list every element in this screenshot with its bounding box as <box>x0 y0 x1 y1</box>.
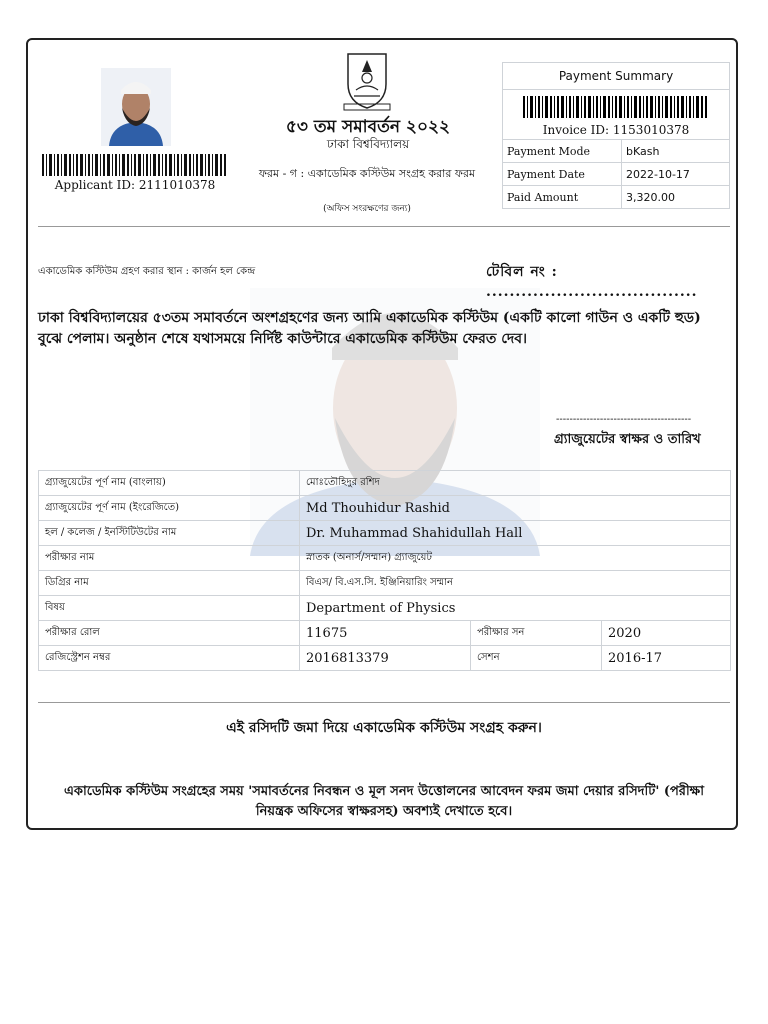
name-en-label: গ্র্যাজুয়েটের পূর্ণ নাম (ইংরেজিতে) <box>39 496 300 521</box>
table-row <box>39 646 731 671</box>
subject-label: বিষয় <box>39 596 300 621</box>
invoice-id: Invoice ID: 1153010378 <box>542 123 690 137</box>
signature-line: ---------------------------------------- <box>556 414 692 425</box>
table-row <box>39 496 731 521</box>
applicant-barcode <box>42 154 228 176</box>
payment-summary-title: Payment Summary <box>503 63 730 90</box>
declaration-text: ঢাকা বিশ্ববিদ্যালয়ের ৫৩তম সমাবর্তনে অংশগ্রহণের জন্য আমি একাডেমিক কস্টিউম (একটি কালো গাউন ও একটি হুড) বুঝে পেলাম। অনুষ্ঠান শেষে যথাসময়ে নির্দিষ্ট কাউন্টারে একাডেমিক কস্টিউম ফেরত দেব। <box>38 310 701 347</box>
payment-date-label: Payment Date <box>503 163 622 186</box>
reg-label: রেজিস্ট্রেশন নম্বর <box>39 646 300 671</box>
university-name: ঢাকা বিশ্ববিদ্যালয় <box>326 137 410 151</box>
footer-note: একাডেমিক কস্টিউম সংগ্রহের সময় 'সমাবর্তনের নিবন্ধন ও মূল সনদ উত্তোলনের আবেদন ফরম জমা দেয়ার রসিদটি' (পরীক্ষা নিয়ন্ত্রক অফিসের স্বাক্ষরসহ) অবশ্যই দেখাতে হবে। <box>64 784 704 819</box>
graduate-details-table <box>38 470 731 671</box>
table-row <box>39 546 731 571</box>
name-bn-value: মোঃতৌহিদুর রশিদ <box>300 471 731 496</box>
subject-value: Department of Physics <box>300 596 731 621</box>
roll-label: পরীক্ষার রোল <box>39 621 300 646</box>
name-bn-label: গ্র্যাজুয়েটের পূর্ণ নাম (বাংলায়) <box>39 471 300 496</box>
degree-value: বিএস/ বি.এস.সি. ইঞ্জিনিয়ারিং সম্মান <box>300 571 731 596</box>
hall-label: হল / কলেজ / ইনস্টিটিউটের নাম <box>39 521 300 546</box>
table-row <box>39 471 731 496</box>
table-row <box>39 621 731 646</box>
footer-divider <box>38 702 730 703</box>
name-en-value: Md Thouhidur Rashid <box>300 496 731 521</box>
table-row <box>39 596 731 621</box>
table-number: টেবিল নং : .................................... <box>486 264 698 300</box>
table-row <box>39 521 731 546</box>
session-label: সেশন <box>471 646 602 671</box>
invoice-barcode <box>523 96 709 118</box>
reg-value: 2016813379 <box>300 646 471 671</box>
payment-summary-table <box>502 62 730 209</box>
header-divider <box>38 226 730 227</box>
payment-mode-value: bKash <box>622 140 730 163</box>
convocation-title: ৫৩ তম সমাবর্তন ২০২২ <box>285 117 451 137</box>
applicant-photo <box>101 68 171 146</box>
form-title: ফরম - গ : একাডেমিক কস্টিউম সংগ্রহ করার ফরম <box>258 167 476 180</box>
collection-instruction: এই রসিদটি জমা দিয়ে একাডেমিক কস্টিউম সংগ্রহ করুন। <box>226 720 542 736</box>
university-logo-icon <box>342 50 392 112</box>
signature-label: গ্র্যাজুয়েটের স্বাক্ষর ও তারিখ <box>554 432 701 447</box>
exam-value: স্নাতক (অনার্স/সম্মান) গ্র্যাজুয়েট <box>300 546 731 571</box>
collection-place: একাডেমিক কস্টিউম গ্রহণ করার স্থান : কার্জন হল কেন্দ্র <box>38 266 256 277</box>
hall-value: Dr. Muhammad Shahidullah Hall <box>300 521 731 546</box>
office-copy-note: (অফিস সংরক্ষণের জন্য) <box>323 204 411 214</box>
costume-receipt-card <box>26 38 738 830</box>
roll-value: 11675 <box>300 621 471 646</box>
session-value: 2016-17 <box>602 646 731 671</box>
exam-year-value: 2020 <box>602 621 731 646</box>
paid-amount-value: 3,320.00 <box>622 186 730 209</box>
table-row <box>39 571 731 596</box>
paid-amount-label: Paid Amount <box>503 186 622 209</box>
payment-mode-label: Payment Mode <box>503 140 622 163</box>
exam-year-label: পরীক্ষার সন <box>471 621 602 646</box>
applicant-id: Applicant ID: 2111010378 <box>54 178 216 192</box>
degree-label: ডিগ্রির নাম <box>39 571 300 596</box>
payment-date-value: 2022-10-17 <box>622 163 730 186</box>
exam-label: পরীক্ষার নাম <box>39 546 300 571</box>
